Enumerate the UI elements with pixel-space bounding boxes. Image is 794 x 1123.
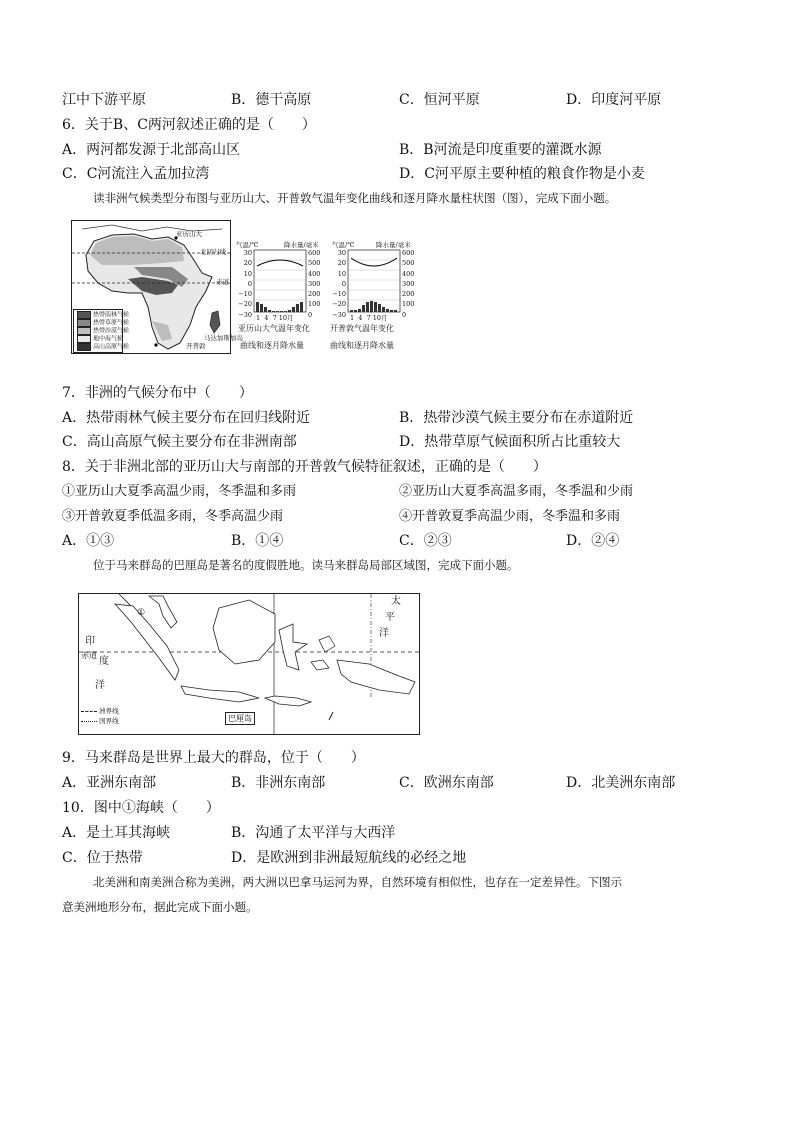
legend-swatch	[77, 319, 91, 327]
java-island	[181, 686, 259, 702]
alex-plot	[254, 250, 306, 312]
q8-stem: 8．关于非洲北部的亚历山大与南部的开普敦气候特征叙述，正确的是（ ）	[62, 459, 547, 475]
cape-month-ticks: 1 4 7 10月	[350, 314, 388, 322]
malay-peninsula	[149, 596, 177, 628]
label-bali: 巴厘岛	[225, 712, 255, 725]
africa-legend	[73, 309, 130, 353]
q5-option-c: C．恒河平原	[399, 92, 480, 108]
q8-statement-3: ③开普敦夏季低温多雨，冬季高温少雨	[62, 509, 284, 524]
label-indian-1: 印	[85, 636, 95, 647]
alex-caption-1: 亚历山大气温年变化	[238, 324, 310, 333]
q6-option-c: C．C河流注入孟加拉湾	[62, 166, 210, 182]
strait-marker: ①	[137, 608, 146, 618]
q8-statement-4: ④开普敦夏季高温少雨，冬季温和多雨	[399, 509, 621, 524]
cape-temp-ticks: 30 20 10 0 −10 −20 −30	[332, 249, 346, 319]
q8-option-a: A．①③	[62, 533, 115, 549]
legend-swatch	[77, 343, 91, 351]
q7-option-d: D．热带草原气候面积所占比重较大	[399, 434, 621, 450]
label-equator-malay: 赤道	[81, 651, 97, 660]
label-indian-3: 洋	[95, 680, 105, 691]
new-guinea-island	[337, 660, 415, 694]
q5-option-a: 江中下游平原	[62, 92, 146, 108]
alex-month-ticks: 1 4 7 10月	[256, 314, 294, 322]
q6-option-d: D．C河平原主要种植的粮食作物是小麦	[399, 166, 645, 182]
alex-temp-axis-label: 气温/℃	[236, 241, 259, 249]
label-pacific-3: 洋	[379, 628, 389, 639]
q7-option-b: B．热带沙漠气候主要分布在赤道附近	[399, 410, 634, 426]
q9-option-b: B．非洲东南部	[231, 775, 326, 791]
timor-mark	[329, 712, 333, 720]
legend-national-border: 国界线	[81, 716, 141, 726]
q9-option-a: A．亚洲东南部	[62, 775, 157, 791]
legend-swatch	[77, 327, 91, 335]
label-madagascar: 马达加斯加岛	[204, 334, 243, 342]
legend-label: 地中海气候	[93, 335, 124, 343]
q10-option-a: A．是土耳其海峡	[62, 825, 171, 841]
intro-africa: 读非洲气候类型分布图与亚历山大、开普敦气温年变化曲线和逐月降水量柱状图（图），完成下面小题。	[93, 191, 617, 205]
cape-temp-curve	[351, 258, 397, 266]
q8-option-d: D．②④	[566, 533, 620, 549]
q8-option-c: C．②③	[399, 533, 452, 549]
label-pacific-1: 太	[391, 596, 401, 607]
q10-option-c: C．位于热带	[62, 850, 143, 866]
q9-stem: 9．马来群岛是世界上最大的群岛，位于（ ）	[62, 750, 365, 766]
legend-swatch	[77, 335, 91, 343]
q5-option-b: B．德干高原	[231, 92, 312, 108]
cape-prec-ticks: 600 500 400 300 200 100 0	[402, 249, 415, 319]
q8-option-b: B．①④	[231, 533, 284, 549]
legend-continent-boundary: 洲界线	[81, 706, 141, 716]
intro-america-line1: 北美洲和南美洲合称为美洲，两大洲以巴拿马运河为界，自然环境有相似性，也存在一定差异性。下图示	[93, 875, 622, 889]
legend-label: 热带草原气候	[93, 319, 130, 327]
sulawesi-island	[279, 624, 307, 670]
q8-statement-1: ①亚历山大夏季高温少雨，冬季温和多雨	[62, 484, 297, 499]
intro-america-line2: 意美洲地形分布，据此完成下面小题。	[62, 900, 258, 914]
cape-caption-2: 曲线和逐月降水量	[330, 341, 394, 350]
cape-town-marker	[154, 343, 157, 346]
q6-stem: 6．关于B、C两河叙述正确的是（ ）	[62, 117, 316, 133]
legend-item	[77, 343, 129, 352]
q10-stem: 10．图中①海峡（ ）	[62, 800, 220, 816]
legend-label: 热带雨林气候	[93, 311, 130, 319]
alex-prec-axis-label: 降水量/毫米	[284, 241, 319, 249]
q9-option-c: C．欧洲东南部	[399, 775, 494, 791]
q6-option-a: A．两河都发源于北部高山区	[62, 142, 241, 158]
maluku-islands	[311, 660, 329, 670]
alex-prec-ticks: 600 500 400 300 200 100 0	[308, 249, 321, 319]
label-indian-2: 度	[99, 656, 109, 667]
maluku-islands	[319, 636, 335, 652]
africa-climate-map	[71, 220, 243, 354]
alex-temp-ticks: 30 20 10 0 −10 −20 −30	[238, 249, 252, 319]
legend-label: 高山高原气候	[93, 343, 130, 351]
label-equator: 赤道	[216, 278, 229, 286]
q10-option-d: D．是欧洲到非洲最短航线的必经之地	[231, 850, 467, 866]
cape-prec-axis-label: 降水量/毫米	[376, 241, 411, 249]
q9-option-d: D．北美洲东南部	[566, 775, 676, 791]
q10-option-b: B．沟通了太平洋与大西洋	[231, 825, 396, 841]
lesser-sunda-islands	[265, 696, 311, 706]
q5-option-d: D．印度河平原	[566, 92, 662, 108]
label-alexandria: 亚历山大	[176, 230, 202, 238]
alexandria-climate-chart	[234, 240, 324, 352]
capetown-climate-chart	[330, 240, 420, 352]
malay-archipelago-map	[78, 593, 420, 735]
label-cape-town: 开普敦	[186, 342, 206, 350]
alex-precip-bars	[256, 302, 303, 312]
q7-stem: 7．非洲的气候分布中（ ）	[62, 385, 253, 401]
legend-swatch	[77, 311, 91, 319]
q8-statement-2: ②亚历山大夏季高温多雨，冬季温和少雨	[399, 484, 634, 499]
cape-plot	[348, 250, 400, 312]
label-pacific-2: 平	[385, 612, 395, 623]
legend-label: 热带沙漠气候	[93, 327, 130, 335]
q7-option-a: A．热带雨林气候主要分布在回归线附近	[62, 410, 311, 426]
alex-temp-curve	[257, 260, 303, 266]
cape-precip-bars	[350, 301, 397, 312]
label-tropic: 北回归线	[200, 248, 226, 256]
q7-option-c: C．高山高原气候主要分布在非洲南部	[62, 434, 297, 450]
cape-temp-axis-label: 气温/℃	[332, 241, 355, 249]
malay-legend	[81, 706, 141, 730]
intro-malay: 位于马来群岛的巴厘岛是著名的度假胜地。读马来群岛局部区域图，完成下面小题。	[93, 558, 519, 572]
borneo-island	[213, 600, 275, 664]
q6-option-b: B．B河流是印度重要的灌溉水源	[399, 142, 602, 158]
cape-caption-1: 开普敦气温年变化	[330, 324, 394, 333]
alex-caption-2: 曲线和逐月降水量	[240, 341, 304, 350]
